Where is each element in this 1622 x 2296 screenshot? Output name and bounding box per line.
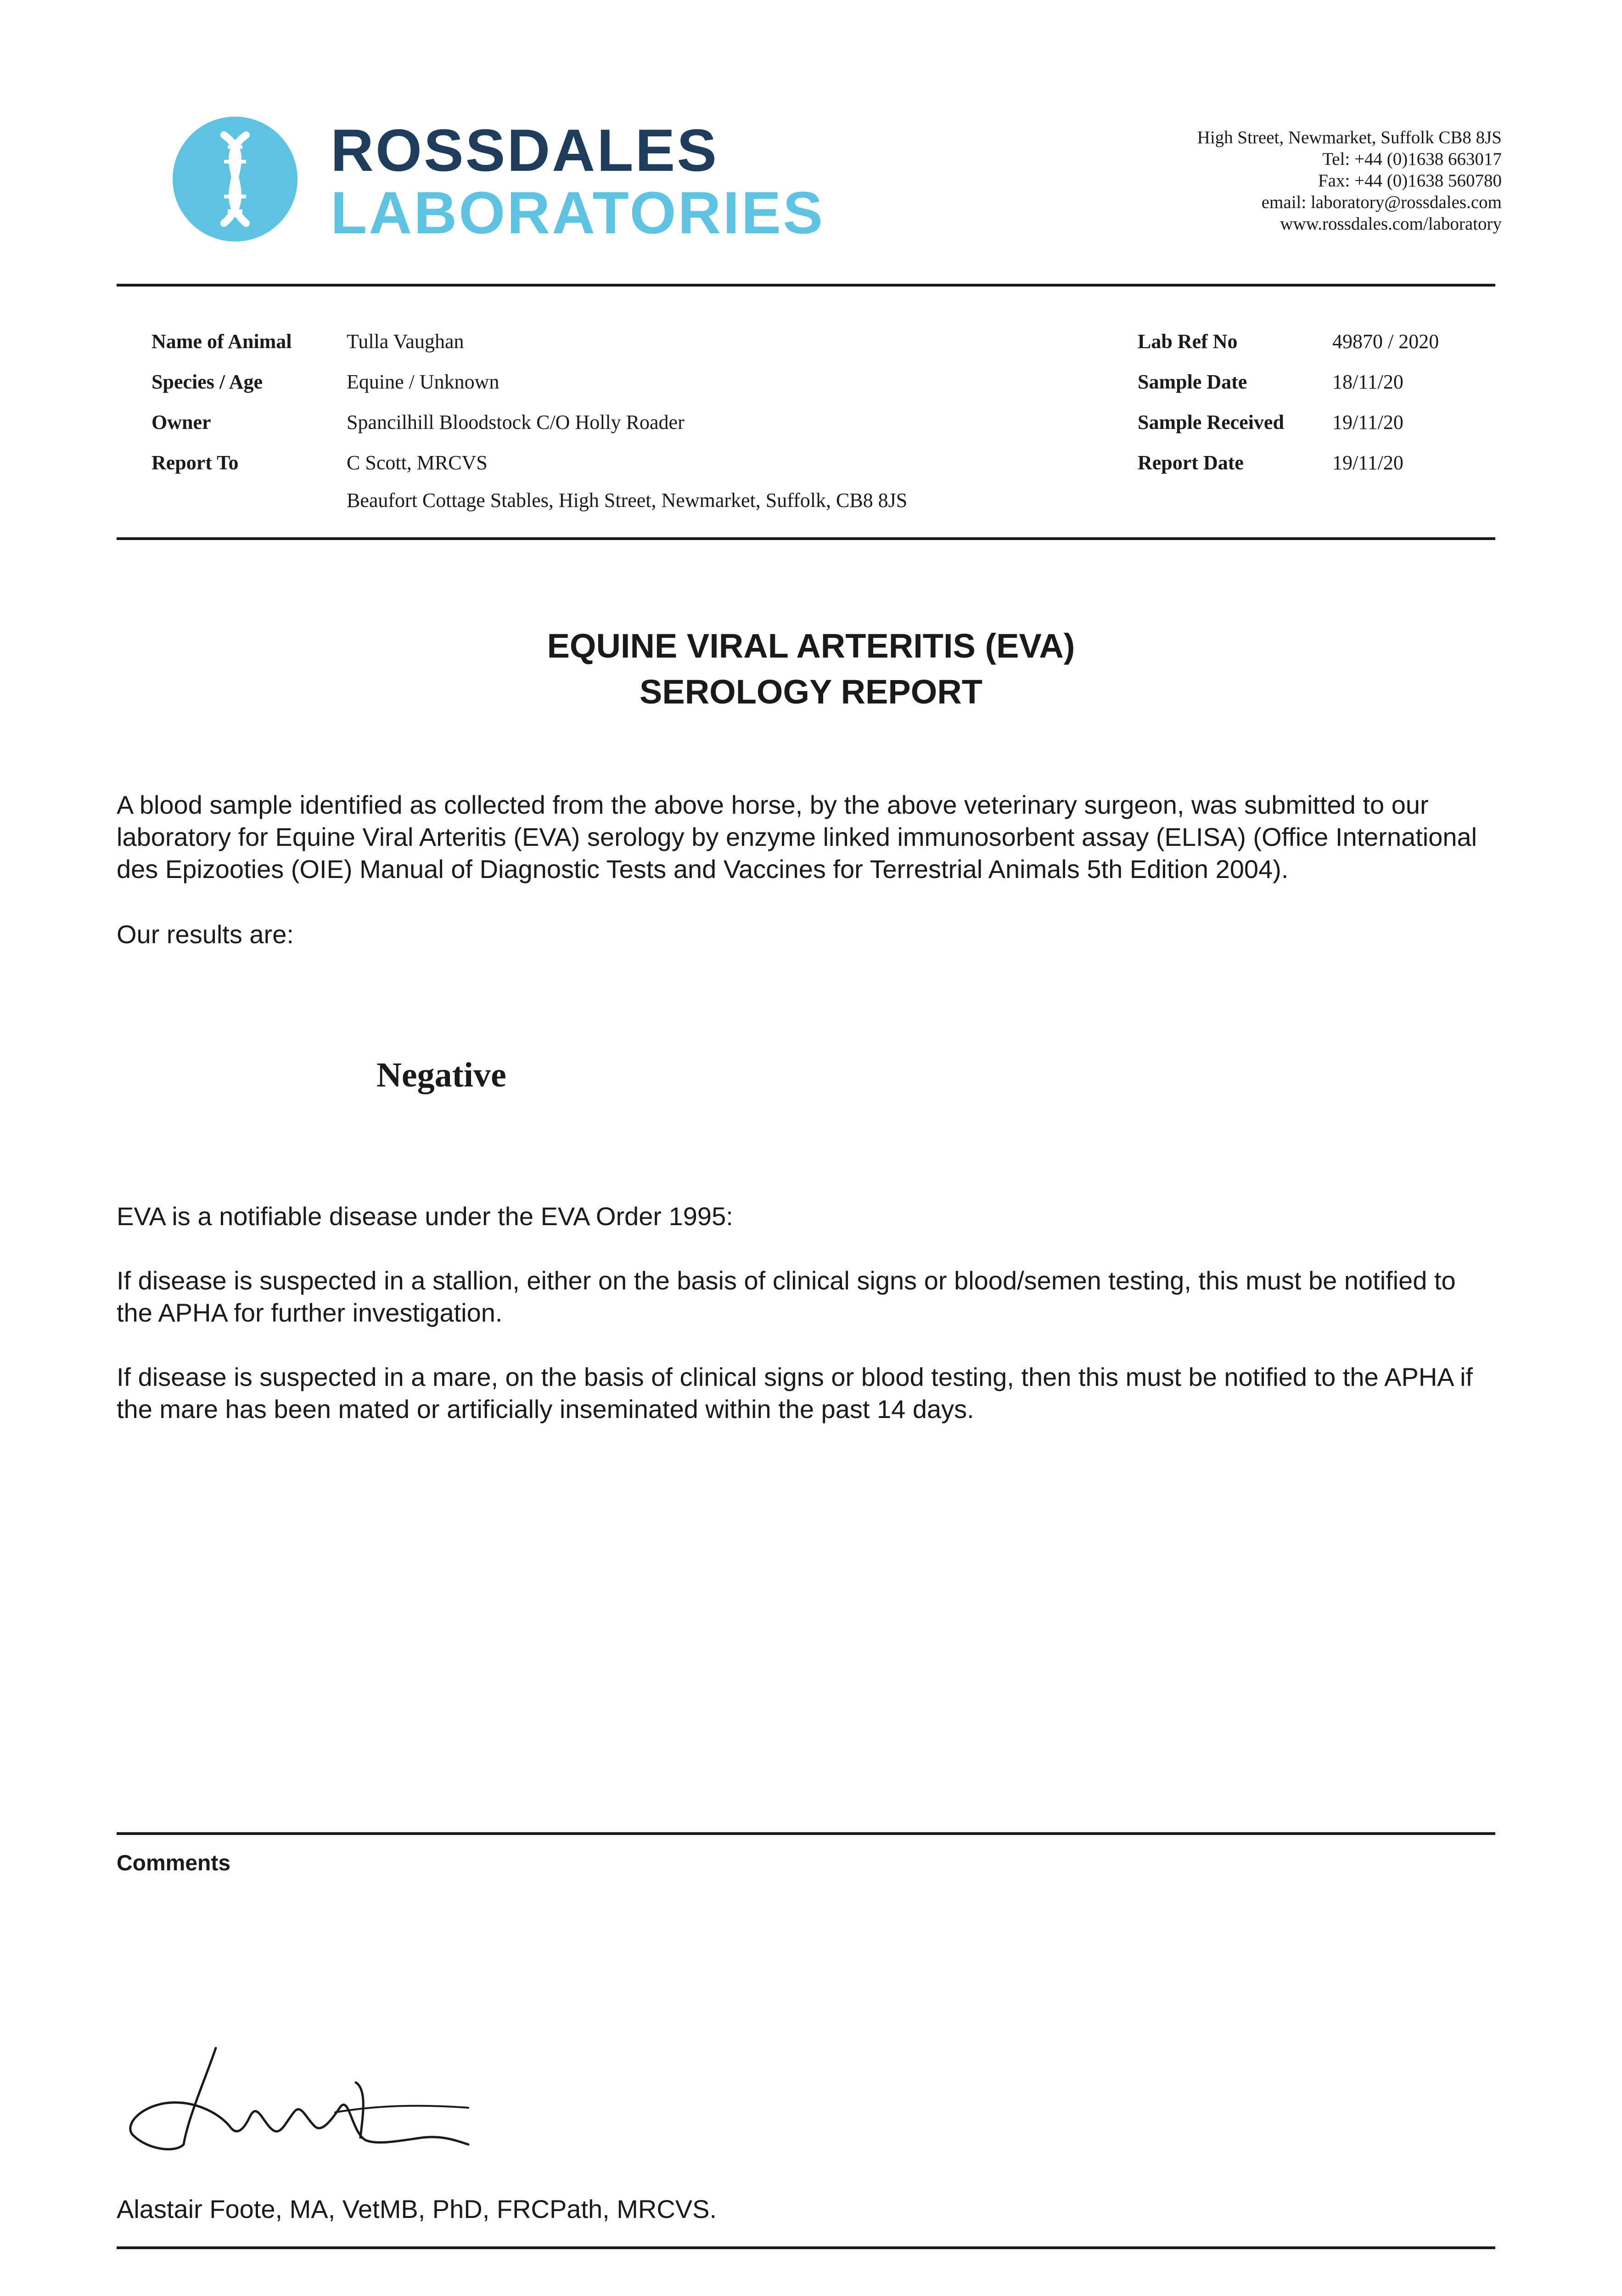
result-value: Negative: [376, 1056, 506, 1094]
intro-paragraph: A blood sample identified as collected from the above horse, by the above veterinary surgeon, was submitted to our laboratory for Equine Viral Arteritis (EVA) serology by enzyme linked immunosorbent assay (ELISA) (Office International des Epizooties (OIE) Manual of Diagnostic Tests and Vaccines for Terrestrial Animals 5th Edition 2004).: [117, 790, 1477, 884]
info-divider: [117, 537, 1495, 540]
label-species-age: Species / Age: [152, 371, 263, 393]
comments-divider: [117, 1832, 1495, 1835]
label-report-date: Report Date: [1138, 451, 1244, 474]
dna-helix-graphic: [173, 117, 297, 242]
notifiable-statement: EVA is a notifiable disease under the EVA Order 1995:: [117, 1202, 733, 1231]
value-name-of-animal: Tulla Vaughan: [347, 330, 464, 353]
contact-tel: Tel: +44 (0)1638 663017: [1322, 149, 1502, 169]
value-owner: Spancilhill Bloodstock C/O Holly Roader: [347, 411, 685, 433]
label-name-of-animal: Name of Animal: [152, 330, 292, 353]
stallion-paragraph: If disease is suspected in a stallion, either on the basis of clinical signs or blood/semen testing, this must be notified to the APHA for further investigation.: [117, 1266, 1456, 1327]
header-divider: [117, 284, 1495, 287]
logo-text-laboratories: LABORATORIES: [331, 179, 825, 246]
mare-paragraph: If disease is suspected in a mare, on the basis of clinical signs or blood testing, then this must be notified to the APHA if the mare has been mated or artificially inseminated within the past 14 days.: [117, 1362, 1473, 1424]
value-species-age: Equine / Unknown: [347, 371, 500, 393]
report-title-line1: EQUINE VIRAL ARTERITIS (EVA): [547, 627, 1075, 665]
label-owner: Owner: [152, 411, 211, 433]
value-report-to-address: Beaufort Cottage Stables, High Street, Newmarket, Suffolk, CB8 8JS: [347, 489, 908, 512]
dna-helix-icon: [173, 117, 297, 242]
handwritten-signature: [119, 2039, 477, 2158]
contact-website[interactable]: www.rossdales.com/laboratory: [1280, 214, 1502, 234]
logo-text-rossdales: ROSSDALES: [331, 117, 719, 184]
contact-fax: Fax: +44 (0)1638 560780: [1318, 171, 1502, 191]
comments-label: Comments: [117, 1851, 231, 1875]
label-lab-ref-no: Lab Ref No: [1138, 330, 1238, 353]
signatory-name: Alastair Foote, MA, VetMB, PhD, FRCPath, MRCVS.: [117, 2195, 717, 2223]
contact-email[interactable]: email: laboratory@rossdales.com: [1261, 192, 1502, 212]
value-lab-ref-no: 49870 / 2020: [1332, 330, 1439, 353]
contact-block: [1197, 127, 1502, 235]
value-sample-received: 19/11/20: [1332, 411, 1403, 433]
label-sample-received: Sample Received: [1138, 411, 1284, 433]
results-lead: Our results are:: [117, 920, 294, 949]
value-sample-date: 18/11/20: [1332, 371, 1403, 393]
label-sample-date: Sample Date: [1138, 371, 1247, 393]
label-report-to: Report To: [152, 451, 239, 474]
contact-address: High Street, Newmarket, Suffolk CB8 8JS: [1197, 128, 1502, 147]
footer-divider: [117, 2246, 1495, 2249]
value-report-to: C Scott, MRCVS: [347, 451, 488, 474]
value-report-date: 19/11/20: [1332, 451, 1403, 474]
report-title-line2: SEROLOGY REPORT: [640, 673, 982, 711]
